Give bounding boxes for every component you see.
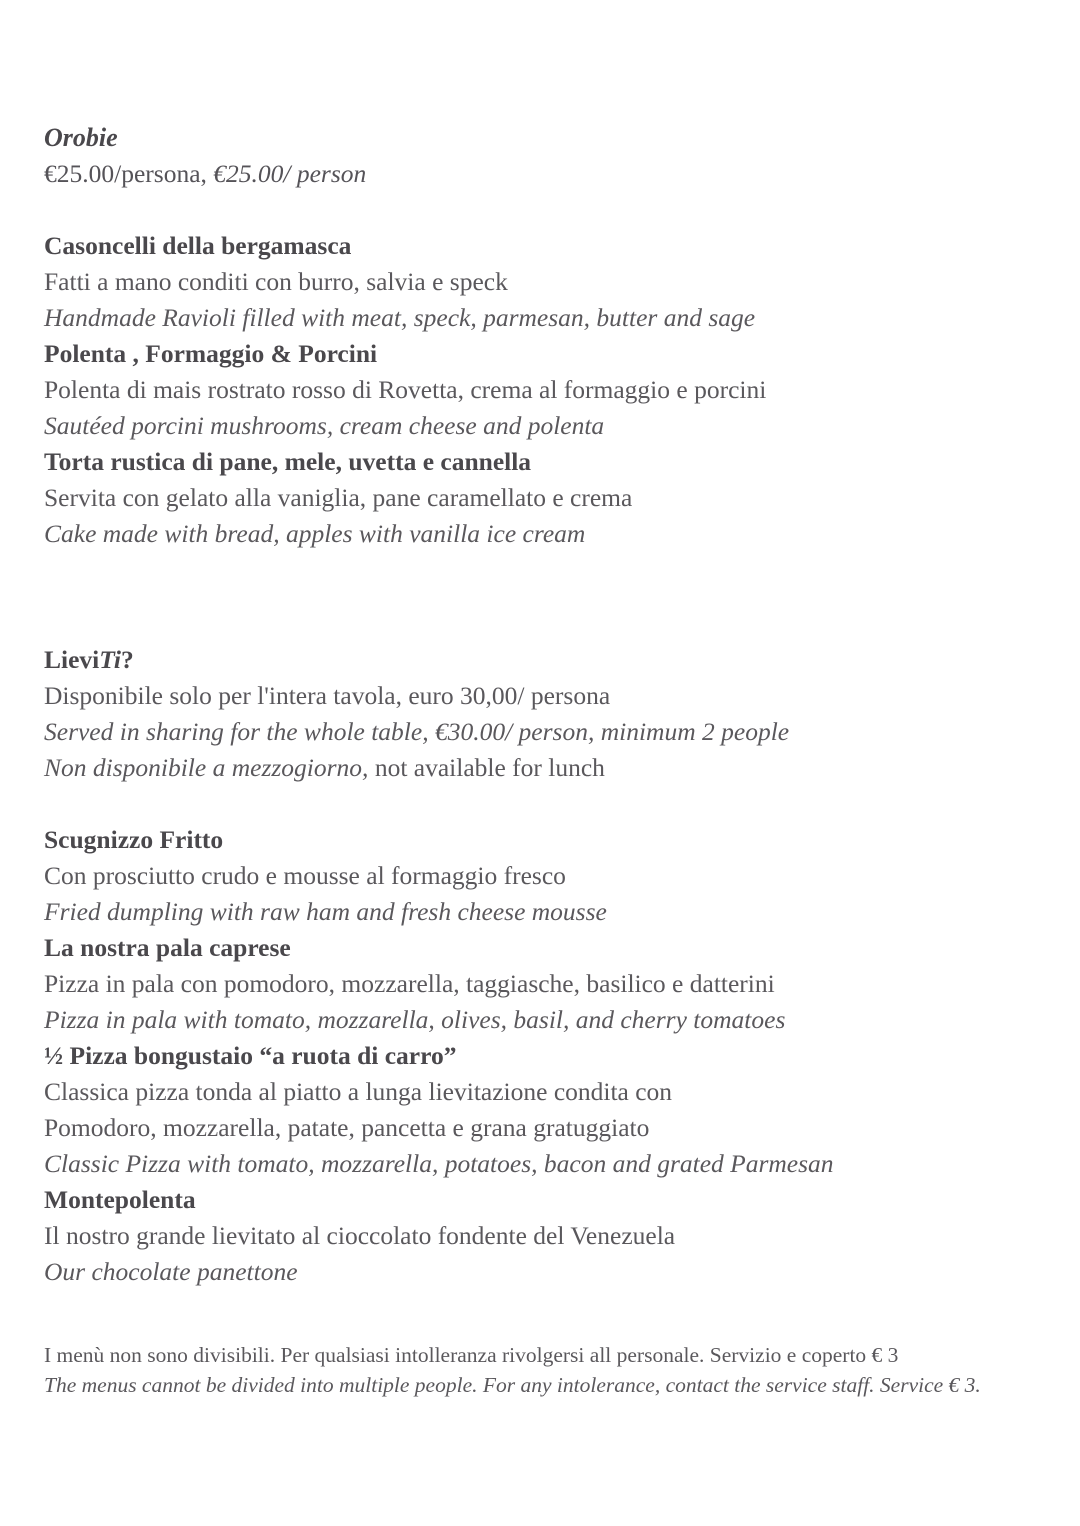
section-price-orobie	[44, 156, 1018, 192]
menu-item-description-it: Fatti a mano conditi con burro, salvia e speck	[44, 267, 508, 296]
footer-note-it: I menù non sono divisibili. Per qualsiasi intolleranza rivolgersi all personale. Servizio e coperto € 3	[44, 1343, 899, 1367]
section-title-lieviti	[44, 642, 1018, 678]
menu-item-description-en: Handmade Ravioli filled with meat, speck, parmesan, butter and sage	[44, 303, 756, 332]
section-title-part3: ?	[120, 645, 134, 674]
footer-note-en: The menus cannot be divided into multiple people. For any intolerance, contact the service staff. Service € 3.	[44, 1373, 981, 1397]
menu-item-description-en: Fried dumpling with raw ham and fresh cheese mousse	[44, 897, 607, 926]
menu-section-orobie	[44, 120, 1018, 552]
menu-item-description-it: Polenta di mais rostrato rosso di Rovetta, crema al formaggio e porcini	[44, 375, 767, 404]
menu-item-description-it2: Pomodoro, mozzarella, patate, pancetta e grana gratuggiato	[44, 1113, 650, 1142]
section-note-lunch-en: not available for lunch	[368, 753, 605, 782]
section-title-part1: Lievi	[44, 645, 100, 674]
section-note-lunch	[44, 750, 1018, 786]
menu-item-description-en: Our chocolate panettone	[44, 1257, 298, 1286]
page-footer	[44, 1340, 1044, 1400]
menu-item-description-en: Cake made with bread, apples with vanilla ice cream	[44, 519, 586, 548]
menu-item-name: Polenta , Formaggio & Porcini	[44, 339, 378, 368]
menu-item-description-it: Servita con gelato alla vaniglia, pane caramellato e crema	[44, 483, 633, 512]
menu-item-name: Casoncelli della bergamasca	[44, 231, 352, 260]
section-note-lunch-it: Non disponibile a mezzogiorno,	[44, 753, 369, 782]
spacer	[44, 552, 1018, 642]
spacer	[44, 786, 1018, 822]
menu-item-description-it: Il nostro grande lievitato al cioccolato fondente del Venezuela	[44, 1221, 676, 1250]
section-note-en: Served in sharing for the whole table, €30.00/ person, minimum 2 people	[44, 717, 790, 746]
menu-item-description-en: Classic Pizza with tomato, mozzarella, potatoes, bacon and grated Parmesan	[44, 1149, 834, 1178]
menu-item-name: Montepolenta	[44, 1185, 196, 1214]
menu-item-description-it: Classica pizza tonda al piatto a lunga lievitazione condita con	[44, 1077, 673, 1106]
section-title-part2: Ti	[99, 645, 121, 674]
section-title-orobie: Orobie	[44, 123, 118, 152]
menu-item-description-en: Pizza in pala with tomato, mozzarella, olives, basil, and cherry tomatoes	[44, 1005, 786, 1034]
menu-item-description-it: Con prosciutto crudo e mousse al formaggio fresco	[44, 861, 566, 890]
spacer	[44, 192, 1018, 228]
menu-section-lieviti	[44, 642, 1018, 1290]
menu-item-name: ½ Pizza bongustaio “a ruota di carro”	[44, 1041, 457, 1070]
menu-item-name: La nostra pala caprese	[44, 933, 291, 962]
price-english: €25.00/ person	[213, 159, 367, 188]
section-note-it: Disponibile solo per l'intera tavola, euro 30,00/ persona	[44, 681, 611, 710]
menu-item-description-en: Sautéed porcini mushrooms, cream cheese and polenta	[44, 411, 605, 440]
menu-item-name: Torta rustica di pane, mele, uvetta e cannella	[44, 447, 532, 476]
menu-item-description-it: Pizza in pala con pomodoro, mozzarella, taggiasche, basilico e datterini	[44, 969, 775, 998]
menu-item-name: Scugnizzo Fritto	[44, 825, 224, 854]
price-italian: €25.00/persona,	[44, 159, 214, 188]
